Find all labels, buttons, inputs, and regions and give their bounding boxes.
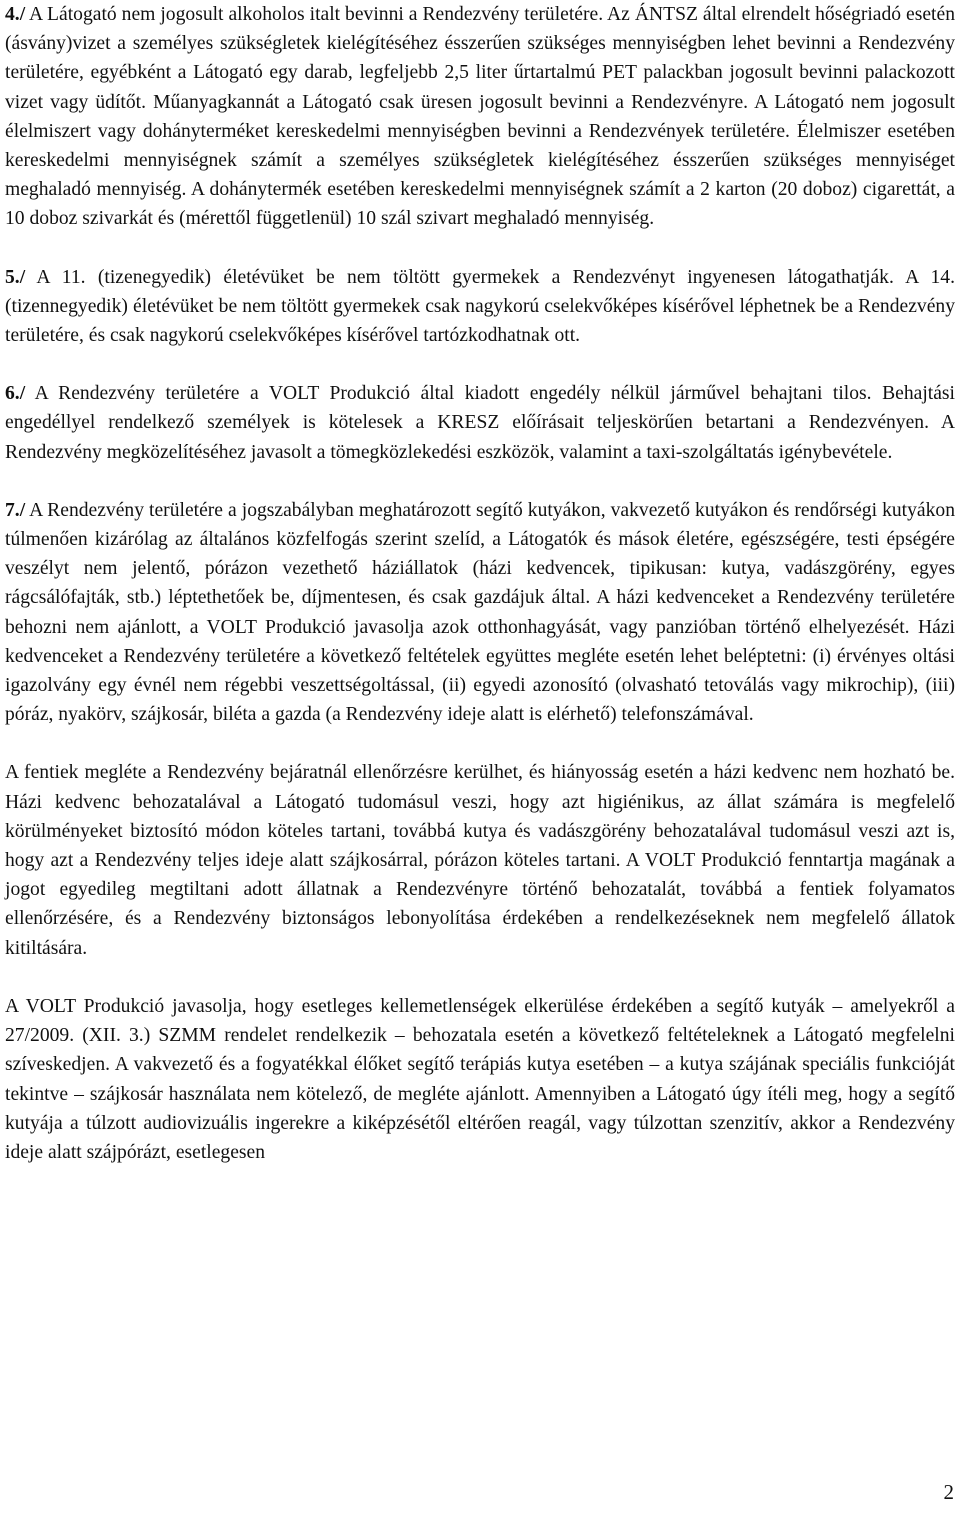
paragraph-7 — [5, 496, 955, 730]
paragraph-text: A Látogató nem jogosult alkoholos italt bevinni a Rendezvény területére. Az ÁNTSZ által elrendelt hőségriadó esetén (ásvány)vizet a személyes szükségletek kielégítéséhez ésszerűen szükséges mennyiségben lehet bevinni a Rendezvény területére, egyébként a Látogató egy darab, legfeljebb 2,5 liter űrtartalmú PET palackban jogosult bevinni palackozott vizet vagy üdítőt. Műanyagkannát a Látogató csak üresen jogosult bevinni a Rendezvényre. A Látogató nem jogosult élelmiszert vagy dohányterméket kereskedelmi mennyiségben bevinni a Rendezvények területére. Élelmiszer esetében kereskedelmi mennyiségnek számít a személyes szükségletek kielégítéséhez ésszerűen szükséges mennyiséget meghaladó mennyiség. A dohánytermék esetében kereskedelmi mennyiségnek számít a 2 karton (20 doboz) cigarettát, a 10 doboz szivarkát és (mérettől függetlenül) 10 szál szivart meghaladó mennyiség. — [5, 4, 955, 230]
paragraph-6 — [5, 379, 955, 467]
paragraph-number: 6./ — [5, 383, 26, 405]
paragraph-pet-conditions — [5, 758, 955, 962]
paragraph-text: A VOLT Produkció javasolja, hogy esetleges kellemetlenségek elkerülése érdekében a segítő kutyák – amelyekről a 27/2009. (XII. 3.) SZMM rendelet rendelkezik – behozatala esetén a következő feltételeknek a Látogató megfelelni szíveskedjen. A vakvezető és a fogyatékkal élőket segítő terápiás kutya esetében – a kutya szájának speciális funkcióját tekintve – szájkosár használata nem kötelező, de megléte ajánlott. Amennyiben a Látogató úgy ítéli meg, hogy a segítő kutyája a túlzott audiovizuális ingerekre a kiképzésétől eltérően reagál, vagy túlzottan szenzitív, akkor a Rendezvény ideje alatt szájpórázt, esetlegesen — [5, 995, 955, 1163]
page-number: 2 — [943, 1480, 954, 1504]
paragraph-number: 4./ — [5, 4, 26, 25]
paragraph-gap — [5, 963, 955, 992]
paragraph-gap — [5, 729, 955, 758]
paragraph-gap — [5, 350, 955, 379]
paragraph-text: A Rendezvény területére a VOLT Produkció által kiadott engedély nélkül járművel behajtani tilos. Behajtási engedéllyel rendelkező személyek is kötelesek a KRESZ előírásait teljeskörűen betartani a Rendezvényen. A Rendezvény megközelítéséhez javasolt a tömegközlekedési eszközök, valamint a taxi-szolgáltatás igénybevétele. — [5, 383, 955, 463]
document-page — [5, 0, 955, 1167]
paragraph-text: A fentiek megléte a Rendezvény bejáratnál ellenőrzésre kerülhet, és hiányosság esetén a házi kedvenc nem hozható be. Házi kedvenc behozatalával a Látogató tudomásul veszi, hogy azt higiénikus, az állat számára is megfelelő körülményeket biztosító módon köteles tartani, továbbá kutya és vadászgörény behozatalával tudomásul veszi azt is, hogy azt a Rendezvény teljes ideje alatt szájkosárral, pórázon köteles tartani. A VOLT Produkció fenntartja magának a jogot egyedileg megtiltani adott állatnak a Rendezvényre történő behozatalát, továbbá a fentiek folyamatos ellenőrzésére, és a Rendezvény biztonságos lebonyolítása érdekében a rendelkezéseknek nem megfelelő állatok kitiltására. — [5, 762, 955, 959]
paragraph-number: 7./ — [5, 499, 26, 521]
paragraph-5 — [5, 263, 955, 351]
paragraph-assistance-dogs — [5, 992, 955, 1167]
paragraph-4 — [5, 0, 955, 234]
paragraph-gap — [5, 467, 955, 496]
paragraph-text: A 11. (tizenegyedik) életévüket be nem töltött gyermekek a Rendezvényt ingyenesen látogathatják. A 14. (tizennegyedik) életévüket be nem töltött gyermekek csak nagykorú cselekvőképes kísérővel léphetnek be a Rendezvény területére, és csak nagykorú cselekvőképes kísérővel tartózkodhatnak ott. — [5, 266, 955, 347]
paragraph-text: A Rendezvény területére a jogszabályban meghatározott segítő kutyákon, vakvezető kutyákon és rendőrségi kutyákon túlmenően kizárólag az általános közfelfogás szerint szelíd, a Látogatók és mások életére, egészségére, testi épségére veszélyt nem jelentő, pórázon vezethető háziállatok (házi kedvencek, tipikusan: kutya, vadászgörény, egyes rágcsálófajták, stb.) léptethetőek be, díjmentesen, és csak gazdájuk által. A házi kedvenceket a Rendezvény területére behozni nem ajánlott, a VOLT Produkció javasolja azok otthonhagyását, vagy panzióban történő elhelyezését. Házi kedvenceket a Rendezvény területére a következő feltételek együttes megléte esetén lehet beléptetni: (i) érvényes oltási igazolvány egy évnél nem régebbi veszettségoltással, (ii) egyedi azonosító (olvasható tetoválás vagy mikrochip), (iii) póráz, nyakörv, szájkosár, biléta a gazda (a Rendezvény ideje alatt is elérhető) telefonszámával. — [5, 499, 955, 726]
paragraph-number: 5./ — [5, 266, 26, 288]
paragraph-gap — [5, 234, 955, 263]
